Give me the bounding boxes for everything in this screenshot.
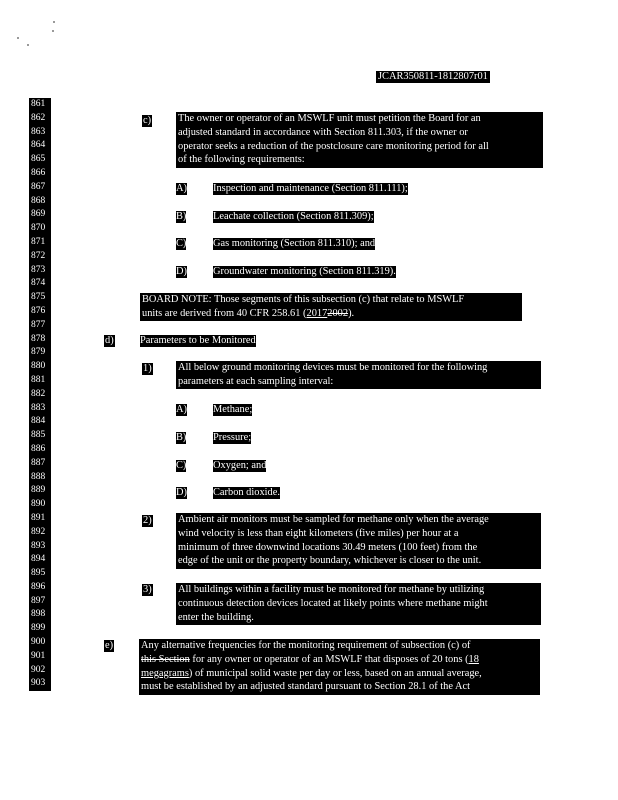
item-text: Pressure; <box>213 432 252 443</box>
line-number: 879 <box>31 347 46 358</box>
text-run: ). <box>348 307 355 319</box>
board-note-line <box>142 307 522 321</box>
line-number: 886 <box>31 443 46 454</box>
scan-speck <box>27 44 29 46</box>
line-number: 889 <box>31 485 46 496</box>
scan-speck <box>17 37 19 39</box>
line-number: 875 <box>31 292 46 303</box>
line-number: 890 <box>31 499 46 510</box>
text-line: Ambient air monitors must be sampled for methane only when the average <box>178 514 489 525</box>
text-line: edge of the unit or the property boundary, whichever is closer to the unit. <box>178 555 482 567</box>
line-number: 864 <box>31 140 46 151</box>
text-line: enter the building. <box>178 611 254 623</box>
text-line: minimum of three downwind locations 30.49 meters (100 feet) from the <box>178 541 478 553</box>
board-note <box>140 293 522 321</box>
line-number: 903 <box>31 678 46 689</box>
item-label: B) <box>176 211 187 222</box>
line-number: 882 <box>31 388 46 399</box>
line-number: 877 <box>31 319 46 330</box>
line-number: 863 <box>31 126 46 137</box>
line-number: 869 <box>31 209 46 220</box>
line-number: 876 <box>31 305 46 316</box>
line-number: 873 <box>31 264 46 275</box>
line-number: 867 <box>31 181 46 192</box>
subsection-c-text <box>176 112 543 168</box>
line-number: 894 <box>31 554 46 565</box>
item-label: D) <box>176 266 187 277</box>
line-number: 881 <box>31 374 46 385</box>
item-text: Leachate collection (Section 811.309); <box>213 211 374 222</box>
text-line: Any alternative frequencies for the monitoring requirement of subsection (c) of <box>141 640 471 651</box>
line-number: 896 <box>31 581 46 592</box>
scan-speck <box>53 21 55 23</box>
text-line <box>141 653 540 667</box>
line-number-column <box>29 98 51 691</box>
text-line: The owner or operator of an MSWLF unit must petition the Board for an <box>178 113 481 124</box>
scan-speck <box>52 30 54 32</box>
item-text: Oxygen; and <box>213 460 267 471</box>
paragraph-1-label: 1) <box>143 363 152 374</box>
item-text: Carbon dioxide. <box>213 487 280 498</box>
text-line: continuous detection devices located at likely points where methane might <box>178 597 488 609</box>
paragraph-1-text <box>176 361 541 389</box>
inserted-text: megagrams <box>141 667 189 679</box>
line-number: 868 <box>31 195 46 206</box>
text-run: for any owner or operator of an MSWLF that disposes of 20 tons ( <box>189 653 469 665</box>
item-label: A) <box>176 183 187 194</box>
subsection-d-label: d) <box>105 335 114 346</box>
inserted-text: 18 <box>468 653 479 665</box>
inserted-text: 2017 <box>306 307 328 319</box>
line-number: 900 <box>31 637 46 648</box>
deleted-text: 2002 <box>327 307 349 319</box>
subsection-d-heading: Parameters to be Monitored <box>140 335 256 346</box>
text-line: adjusted standard in accordance with Section 811.303, if the owner or <box>178 126 468 138</box>
subsection-e-text <box>139 639 540 695</box>
line-number: 866 <box>31 167 46 178</box>
line-number: 893 <box>31 540 46 551</box>
line-number: 880 <box>31 361 46 372</box>
line-number: 884 <box>31 416 46 427</box>
text-run: ) of municipal solid waste per day or less, based on an annual average, <box>188 667 482 679</box>
text-line: wind velocity is less than eight kilometers (five miles) per hour at a <box>178 527 459 539</box>
item-text: Groundwater monitoring (Section 811.319). <box>213 266 396 277</box>
subsection-c-label: c) <box>143 115 152 126</box>
line-number: 902 <box>31 664 46 675</box>
paragraph-3-label: 3) <box>143 584 152 595</box>
line-number: 898 <box>31 609 46 620</box>
text-line: must be established by an adjusted standard pursuant to Section 28.1 of the Act <box>141 681 470 693</box>
line-number: 895 <box>31 568 46 579</box>
line-number: 861 <box>31 99 46 109</box>
line-number: 883 <box>31 402 46 413</box>
line-number: 888 <box>31 471 46 482</box>
paragraph-2-label: 2) <box>143 515 152 526</box>
line-number: 897 <box>31 595 46 606</box>
line-number: 885 <box>31 430 46 441</box>
item-label: C) <box>176 460 187 471</box>
board-note-line: BOARD NOTE: Those segments of this subsection (c) that relate to MSWLF <box>142 294 465 305</box>
document-id-header: JCAR350811-1812807r01 <box>378 71 488 82</box>
paragraph-3-text <box>176 583 541 625</box>
line-number: 871 <box>31 236 46 247</box>
line-number: 878 <box>31 333 46 344</box>
paragraph-2-text <box>176 513 541 569</box>
text-line: of the following requirements: <box>178 154 305 166</box>
text-line: operator seeks a reduction of the postclosure care monitoring period for all <box>178 140 489 152</box>
line-number: 862 <box>31 112 46 123</box>
text-run: units are derived from 40 CFR 258.61 ( <box>142 307 307 319</box>
item-text: Inspection and maintenance (Section 811.111); <box>213 183 408 194</box>
line-number: 887 <box>31 457 46 468</box>
text-line: All below ground monitoring devices must be monitored for the following <box>178 362 488 373</box>
text-line: All buildings within a facility must be monitored for methane by utilizing <box>178 584 485 595</box>
item-label: C) <box>176 238 187 249</box>
deleted-text: this Section <box>141 653 190 665</box>
line-number: 891 <box>31 512 46 523</box>
text-line <box>141 667 540 681</box>
line-number: 870 <box>31 223 46 234</box>
item-label: D) <box>176 487 187 498</box>
item-text: Methane; <box>213 404 253 415</box>
line-number: 865 <box>31 154 46 165</box>
line-number: 901 <box>31 650 46 661</box>
item-label: A) <box>176 404 187 415</box>
subsection-e-label: e) <box>105 640 114 651</box>
line-number: 899 <box>31 623 46 634</box>
text-line: parameters at each sampling interval: <box>178 375 334 387</box>
line-number: 872 <box>31 250 46 261</box>
item-label: B) <box>176 432 187 443</box>
item-text: Gas monitoring (Section 811.310); and <box>213 238 376 249</box>
line-number: 874 <box>31 278 46 289</box>
line-number: 892 <box>31 526 46 537</box>
